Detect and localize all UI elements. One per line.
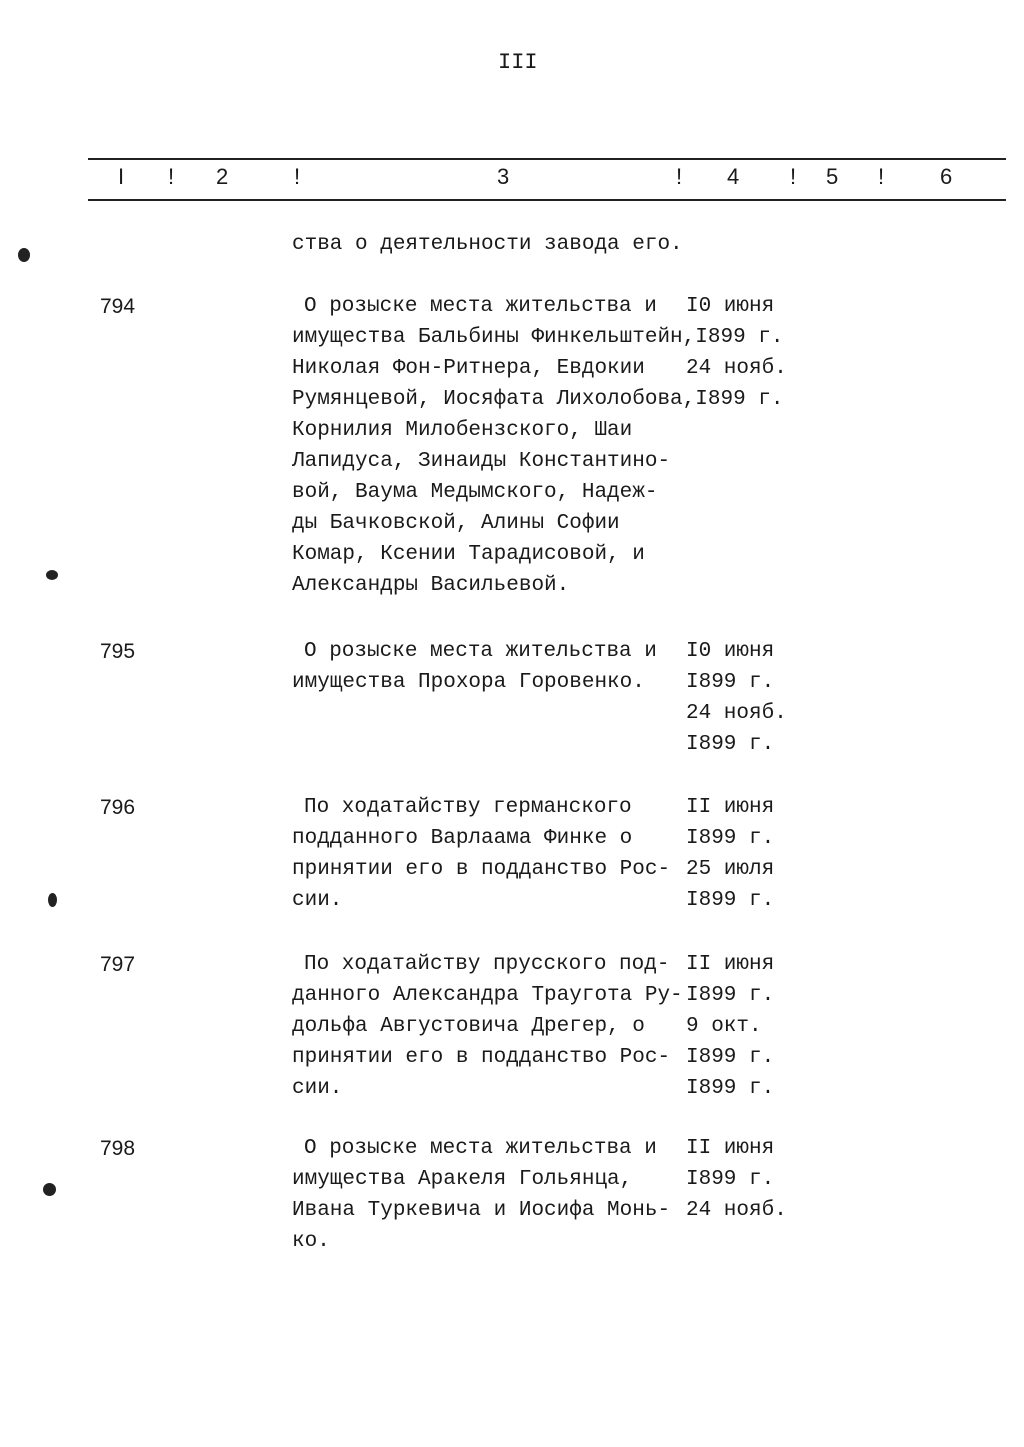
entry-description: О розыске места жительства и xyxy=(304,640,657,663)
entry-description: сии. xyxy=(292,889,343,912)
entry-date: I899 г. xyxy=(686,984,775,1007)
column-separator: ! xyxy=(790,164,797,189)
entry-row xyxy=(292,508,787,539)
entry-description: сии. xyxy=(292,1077,343,1100)
column-header: 6 xyxy=(940,164,953,189)
column-header: 5 xyxy=(826,164,839,189)
scan-spot xyxy=(18,248,30,262)
entry-description: По ходатайству прусского под- xyxy=(304,953,670,976)
entry-number: 796 xyxy=(100,796,136,819)
entry-date: 9 окт. xyxy=(686,1015,762,1038)
entry-row xyxy=(292,949,774,980)
entry-row xyxy=(292,698,787,729)
entry-description: принятии его в подданство Рос- xyxy=(292,1046,671,1069)
entry-number: 794 xyxy=(100,295,136,318)
scan-spot xyxy=(43,1183,56,1196)
entry xyxy=(292,291,787,601)
entry-description: Александры Васильевой. xyxy=(292,574,570,597)
entry-description: Румянцевой, Иосяфата Лихолобова, xyxy=(292,388,696,411)
entry-date: 25 июля xyxy=(686,858,775,881)
entry-description: подданного Варлаама Финке о xyxy=(292,827,633,850)
entry-number: 795 xyxy=(100,640,136,663)
entry-row xyxy=(292,823,774,854)
entry-date: II июня xyxy=(686,1137,775,1160)
entry-date: I899 г. xyxy=(695,326,784,349)
column-header: I xyxy=(118,164,125,189)
entry-date: II июня xyxy=(686,953,775,976)
entry-description: данного Александра Траугота Ру- xyxy=(292,984,683,1007)
entry-description: вой, Ваума Медымского, Надеж- xyxy=(292,481,658,504)
entry-description: дольфа Августовича Дрегер, о xyxy=(292,1015,645,1038)
entry-row xyxy=(292,570,787,601)
entry-date: I899 г. xyxy=(686,733,775,756)
entry-row xyxy=(292,1133,787,1164)
entry-row xyxy=(292,854,774,885)
entry-row xyxy=(292,729,787,760)
entry-description: Лапидуса, Зинаиды Константино- xyxy=(292,450,671,473)
column-header: 4 xyxy=(727,164,740,189)
entry-date: I899 г. xyxy=(686,1168,775,1191)
entry-date: I0 июня xyxy=(686,640,775,663)
entry-row xyxy=(292,1042,774,1073)
entry-description: имущества Бальбины Финкельштейн, xyxy=(292,326,696,349)
entry-description: Николая Фон-Ритнера, Евдокии xyxy=(292,357,645,380)
entry-row xyxy=(292,792,774,823)
entry-row xyxy=(292,291,787,322)
header-top-rule xyxy=(88,158,1006,160)
entry-date: I899 г. xyxy=(686,671,775,694)
entry-date: I899 г. xyxy=(686,827,775,850)
entry-date: 24 нояб. xyxy=(686,357,787,380)
entry-description: принятии его в подданство Рос- xyxy=(292,858,671,881)
entry-description: О розыске места жительства и xyxy=(304,295,657,318)
entry-number: 798 xyxy=(100,1137,136,1160)
entry-description: имущества Прохора Горовенко. xyxy=(292,671,645,694)
continuation-line: ства о деятельности завода его. xyxy=(292,233,683,256)
column-header: 3 xyxy=(497,164,510,189)
entry xyxy=(292,792,774,916)
entry-row xyxy=(292,477,787,508)
column-separator: ! xyxy=(878,164,885,189)
entry-row xyxy=(292,446,787,477)
entry-description: Ивана Туркевича и Иосифа Монь- xyxy=(292,1199,671,1222)
entry-date: II июня xyxy=(686,796,775,819)
entry-date: I899 г. xyxy=(686,1046,775,1069)
entry-number: 797 xyxy=(100,953,136,976)
entry-row xyxy=(292,980,774,1011)
entry-row xyxy=(292,1073,774,1104)
entry-date: 24 нояб. xyxy=(686,702,787,725)
column-separator: ! xyxy=(168,164,175,189)
entry-row xyxy=(292,539,787,570)
entry-date: I899 г. xyxy=(686,1077,775,1100)
entry-row xyxy=(292,415,787,446)
column-separator: ! xyxy=(676,164,683,189)
entry-date: I899 г. xyxy=(695,388,784,411)
entry-row xyxy=(292,1164,787,1195)
column-separator: ! xyxy=(294,164,301,189)
entry-row xyxy=(292,636,787,667)
entry xyxy=(292,1133,787,1257)
entry-description: О розыске места жительства и xyxy=(304,1137,657,1160)
entry-row xyxy=(292,667,787,698)
entry-description: ды Бачковской, Алины Софии xyxy=(292,512,620,535)
entry-date: 24 нояб. xyxy=(686,1199,787,1222)
header-bottom-rule xyxy=(88,199,1006,201)
entry-row xyxy=(292,1226,787,1257)
scan-spot xyxy=(48,893,57,907)
column-header: 2 xyxy=(216,164,229,189)
scan-spot xyxy=(46,570,58,580)
page-number: III xyxy=(498,50,538,75)
entry-row xyxy=(292,353,787,384)
entry-description: По ходатайству германского xyxy=(304,796,632,819)
entry-description: ко. xyxy=(292,1230,330,1253)
entry-description: имущества Аракеля Гольянца, xyxy=(292,1168,633,1191)
entry-date: I899 г. xyxy=(686,889,775,912)
entry-row xyxy=(292,322,787,353)
entry xyxy=(292,949,774,1104)
entry-row xyxy=(292,1011,774,1042)
entry-row xyxy=(292,885,774,916)
entry-description: Комар, Ксении Тарадисовой, и xyxy=(292,543,645,566)
entry-date: I0 июня xyxy=(686,295,775,318)
entry xyxy=(292,636,787,760)
entry-row xyxy=(292,384,787,415)
entry-row xyxy=(292,1195,787,1226)
entry-description: Корнилия Милобензского, Шаи xyxy=(292,419,633,442)
